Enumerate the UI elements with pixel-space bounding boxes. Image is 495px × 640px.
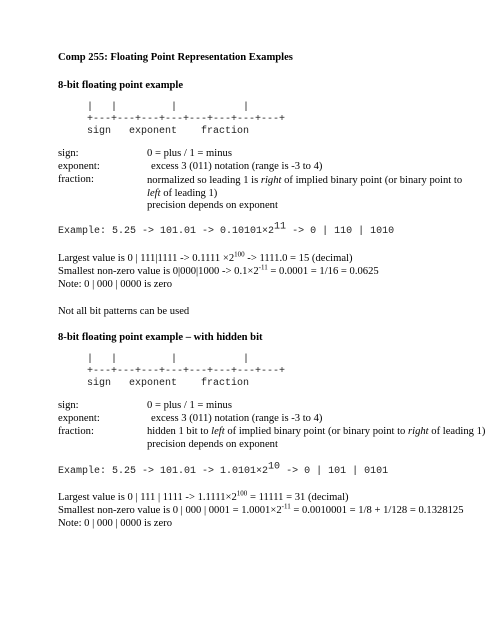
section1-heading: 8-bit floating point example: [58, 80, 184, 91]
section2-sign-text: 0 = plus / 1 = minus: [147, 400, 232, 411]
section1-diagram-line2: +---+---+---+---+---+---+---+---+: [87, 114, 286, 125]
section1-exponent-label: exponent:: [58, 161, 100, 172]
page-title: Comp 255: Floating Point Representation Examples: [58, 52, 293, 63]
section2-heading: 8-bit floating point example – with hidden bit: [58, 332, 263, 343]
section2-smallest: Smallest non-zero value is 0 | 000 | $0001 = 1.0001\times 2^{-11} = 0.0010001 = 1/8 + 1/128 = 0.1328125$: [58, 502, 464, 516]
section1-sign-label: sign:: [58, 148, 79, 159]
section1-smallest: Smallest non-zero value is $0|000|1000 -> 0.1\times 2^{-11} = 0.0001 = 1/16 = 0.0625$: [58, 263, 379, 277]
section1-example: Example: $5.25 -> 101.01 -> 0.10101\times 2^{11} -> 0$ | 110 | 1010: [58, 221, 395, 237]
section1-fraction-note: precision depends on exponent: [147, 200, 278, 211]
section2-fraction-note: precision depends on exponent: [147, 439, 278, 450]
section1-note: Note: 0 | 000 | 0000 is zero: [58, 279, 172, 290]
section2-diagram-line3: sign exponent fraction: [87, 378, 250, 389]
section1-exponent-text: excess 3 (011) notation (range is -3 to 4): [151, 161, 323, 172]
section2-fraction-text: hidden 1 bit to left of implied binary point (or binary point to right of leading 1): [147, 426, 486, 437]
section2-example: Example: $5.25 -> 101.01 -> 1.0101\times 2^{10} -> 0$ | 101 | 0101: [58, 461, 389, 477]
section2-exponent-text: excess 3 (011) notation (range is -3 to 4): [151, 413, 323, 424]
section2-largest: Largest value is 0 | 111 | $1111 -> 1.1111\times 2^{100} = 11111 = 31$ (decimal): [58, 489, 349, 503]
section1-diagram-line3: sign exponent fraction: [87, 126, 250, 137]
section2-note: Note: 0 | 000 | 0000 is zero: [58, 518, 172, 529]
section1-diagram-line1: | | | |: [87, 102, 250, 113]
section1-patterns: Not all bit patterns can be used: [58, 306, 190, 317]
section2-sign-label: sign:: [58, 400, 79, 411]
section1-sign-text: 0 = plus / 1 = minus: [147, 148, 232, 159]
section1-fraction-label: fraction:: [58, 174, 94, 185]
section2-diagram-line1: | | | |: [87, 354, 250, 365]
section1-largest: Largest value is 0 | $111|1111 -> 0.1111 \times 2^{100} -> 1111.0 = 15$ (decimal): [58, 250, 353, 264]
section2-fraction-label: fraction:: [58, 426, 94, 437]
section2-exponent-label: exponent:: [58, 413, 100, 424]
section1-fraction-text: normalized so leading 1 is right of implied binary point (or binary point to left of leading 1): [147, 175, 463, 199]
section2-diagram-line2: +---+---+---+---+---+---+---+---+: [87, 366, 286, 377]
